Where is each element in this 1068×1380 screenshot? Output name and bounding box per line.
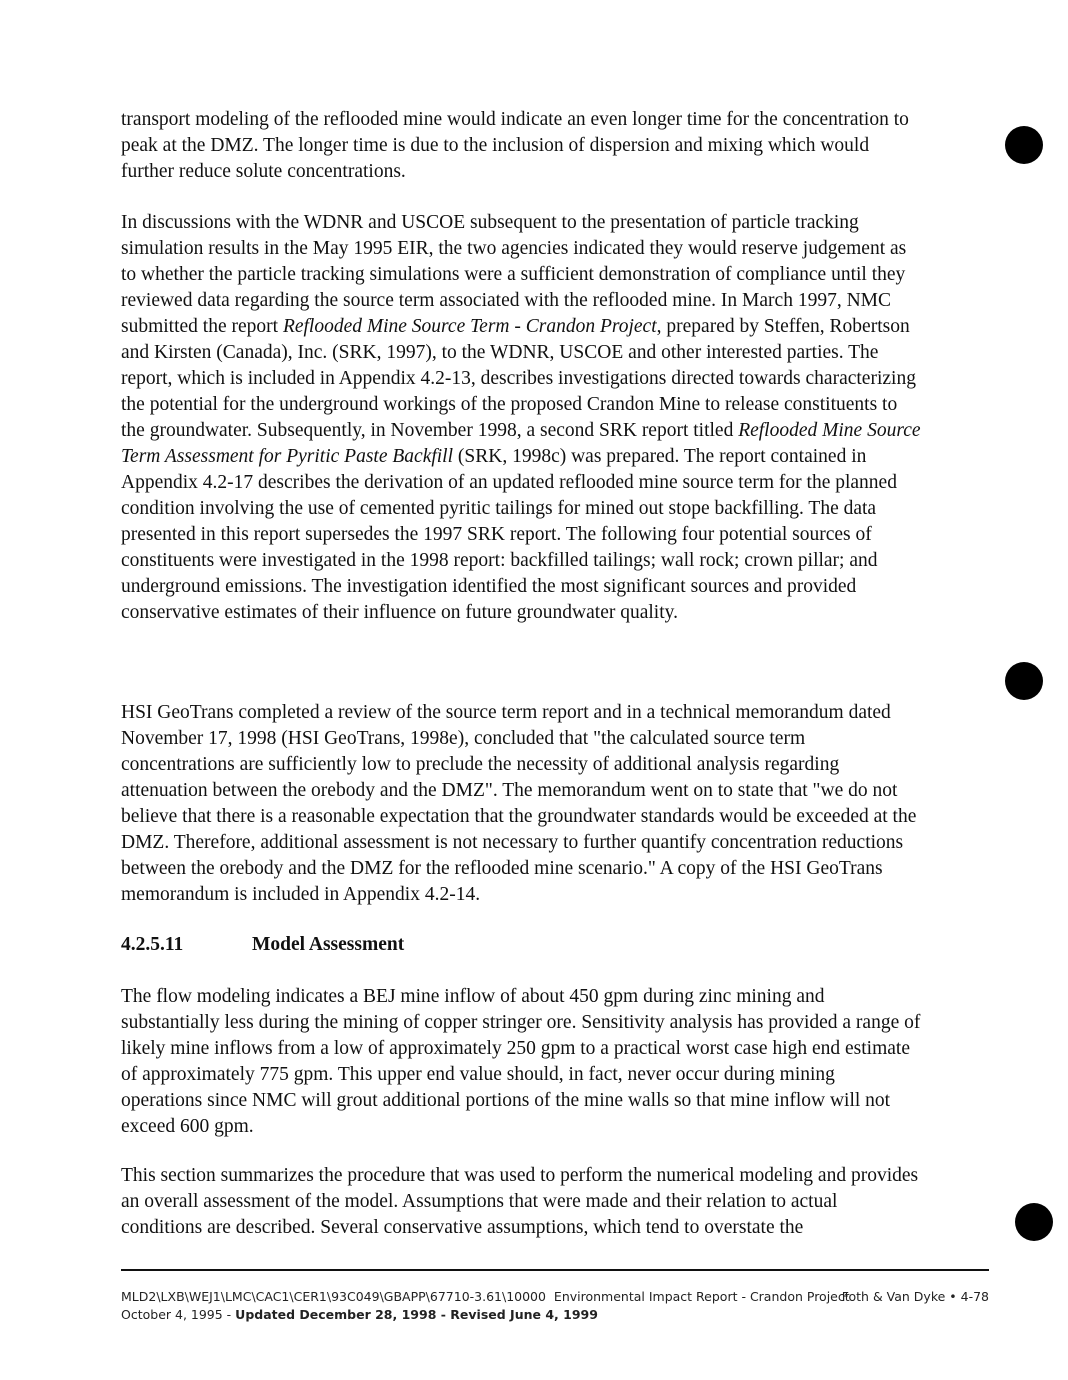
footer-line-1 — [121, 1287, 989, 1306]
paragraph-2-text-c: (SRK, 1998c) was prepared. The report contained in Appendix 4.2-17 describes the derivation of an updated reflooded mine source term for the planned condition involving the use of cemented pyritic tailings for mined out stope backfilling. The data presented in this report supersedes the 1997 SRK report. The following four potential sources of constituents were investigated in the 1998 report: backfilled tailings; wall rock; crown pillar; and underground emissions. The investigation identified the most significant sources and provided conservative estimates of their influence on future groundwater quality. — [121, 446, 897, 623]
paragraph-2 — [121, 210, 921, 626]
report-title-1: Reflooded Mine Source Term - Crandon Project — [282, 316, 657, 337]
footer-date-original: October 4, 1995 - — [121, 1307, 236, 1322]
footer-date-updates: Updated December 28, 1998 - Revised June 4, 1999 — [235, 1307, 598, 1322]
paragraph-1: transport modeling of the reflooded mine would indicate an even longer time for the concentration to peak at the DMZ. The longer time is due to the inclusion of dispersion and mixing which would further reduce solute concentrations. — [121, 109, 909, 182]
footer-report-title: Environmental Impact Report - Crandon Project — [553, 1289, 850, 1304]
paragraph-4: The flow modeling indicates a BEJ mine inflow of about 450 gpm during zinc mining and substantially less during the mining of copper stringer ore. Sensitivity analysis has provided a range of likely mine inflows from a low of approximately 250 gpm to a practical worst case high end estimate of approximately 775 gpm. This upper end value should, in fact, never occur during mining operations since NMC will grout additional portions of the mine walls so that mine inflow will not exceed 600 gpm. — [121, 986, 921, 1137]
paragraph-3: HSI GeoTrans completed a review of the source term report and in a technical memorandum dated November 17, 1998 (HSI GeoTrans, 1998e), concluded that "the calculated source term concentrations are sufficiently low to preclude the necessity of additional analysis regarding attenuation between the orebody and the DMZ". The memorandum went on to state that "we do not believe that there is a reasonable expectation that the groundwater standards would be exceeded at the DMZ. Therefore, additional assessment is not necessary to further quantify concentration reductions between the orebody and the DMZ for the reflooded mine scenario." A copy of the HSI GeoTrans memorandum is included in Appendix 4.2-14. — [121, 702, 917, 905]
punch-hole-top — [1005, 126, 1043, 164]
paragraph-2-text-a: In discussions with the WDNR and USCOE subsequent to the presentation of particle tracking simulation results in the May 1995 EIR, the two agencies indicated they would reserve judgement as to whether the particle tracking simulations were a sufficient demonstration of compliance until they reviewed data regarding the source term associated with the reflooded mine. In March 1997, NMC submitted the report — [121, 212, 907, 337]
paragraph-5: This section summarizes the procedure that was used to perform the numerical modeling and provides an overall assessment of the model. Assumptions that were made and their relation to actual conditions are described. Several conservative assumptions, which tend to overstate the — [121, 1165, 919, 1238]
punch-hole-bottom — [1015, 1203, 1053, 1241]
footer-file-path: MLD2\LXB\WEJ1\LMC\CAC1\CER1\93C049\GBAPP\67710-3.61\10000 — [121, 1289, 546, 1304]
section-number: 4.2.5.11 — [121, 934, 184, 955]
report-title-2: Reflooded Mine Source Term Assessment for Pyritic Paste Backfill — [121, 420, 921, 467]
footer-line-2 — [121, 1305, 989, 1324]
footer-company-page: Foth & Van Dyke • 4-78 — [841, 1289, 989, 1304]
section-heading — [121, 932, 404, 958]
paragraph-2-text-b: , prepared by Steffen, Robertson and Kirsten (Canada), Inc. (SRK, 1997), to the WDNR, USCOE and other interested parties. The report, which is included in Appendix 4.2-13, describes investigations directed towards characterizing the potential for the underground workings of the proposed Crandon Mine to release constituents to the groundwater. Subsequently, in November 1998, a second SRK report titled — [121, 316, 916, 441]
punch-hole-middle — [1005, 662, 1043, 700]
section-title: Model Assessment — [252, 934, 405, 955]
footer-divider — [121, 1269, 989, 1271]
